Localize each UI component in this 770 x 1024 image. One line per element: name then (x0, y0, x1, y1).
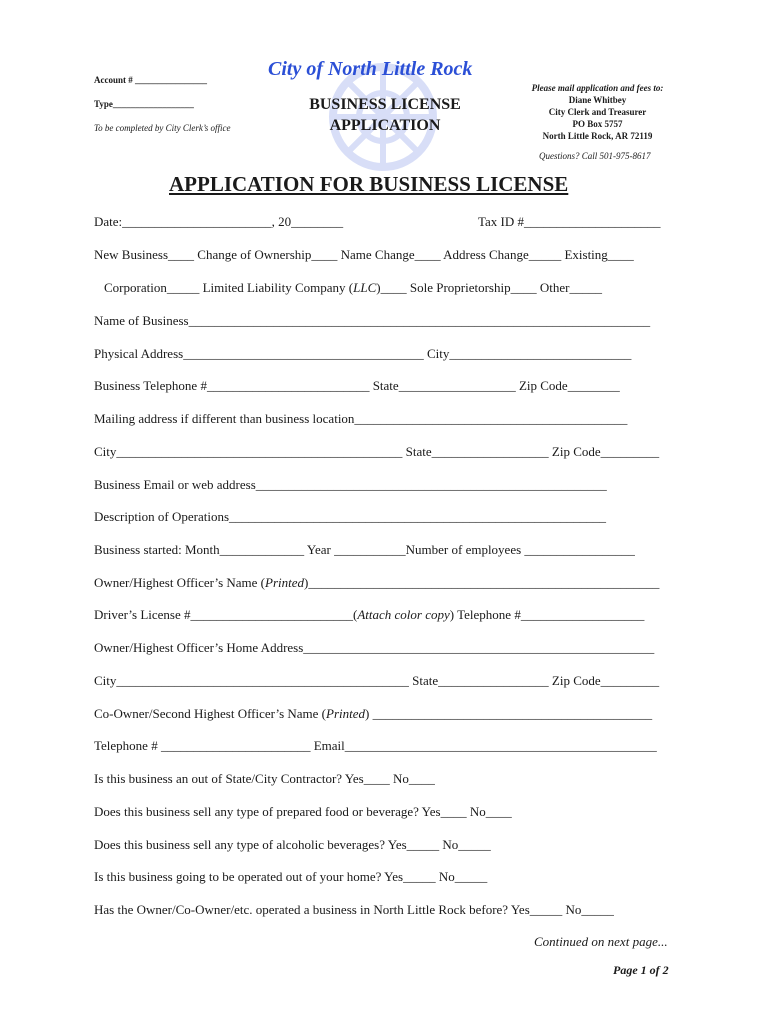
owner-name-field[interactable] (94, 575, 659, 591)
mail-city: North Little Rock, AR 72119 (542, 131, 653, 141)
question-home-based[interactable]: Is this business going to be operated out of your home? Yes_____ No_____ (94, 869, 488, 884)
owner-name-printed: Printed (265, 575, 304, 590)
physical-address-field[interactable]: Physical Address_____________________________________ City____________________________ (94, 346, 632, 361)
coowner-name-field[interactable] (94, 706, 652, 722)
question-prepared-food[interactable]: Does this business sell any type of prepared food or beverage? Yes____ No____ (94, 804, 512, 819)
question-alcohol[interactable]: Does this business sell any type of alcoholic beverages? Yes_____ No_____ (94, 837, 491, 852)
business-started-field[interactable]: Business started: Month_____________ Year ___________Number of employees _________________ (94, 542, 635, 557)
email-web-field[interactable]: Business Email or web address______________________________________________________ (94, 477, 607, 492)
question-prior-business[interactable]: Has the Owner/Co-Owner/etc. operated a business in North Little Rock before? Yes_____ No_____ (94, 902, 614, 917)
mailing-city-field[interactable]: City____________________________________________ State__________________ Zip Code_________ (94, 444, 660, 459)
entity-type-options[interactable] (104, 280, 602, 296)
date-field[interactable]: Date:_______________________, 20________ (94, 214, 344, 229)
document-title (290, 94, 480, 136)
dl-text-a: Driver’s License #_________________________( (94, 607, 358, 622)
drivers-license-field[interactable] (94, 607, 644, 623)
coowner-text-a: Co-Owner/Second Highest Officer’s Name ( (94, 706, 327, 721)
questions-phone: Questions? Call 501-975-8617 (539, 151, 651, 161)
business-phone-field[interactable]: Business Telephone #_________________________ State__________________ Zip Code________ (94, 378, 620, 393)
coowner-contact-field[interactable]: Telephone # _______________________ Email________________________________________________ (94, 738, 657, 753)
page-number: Page 1 of 2 (613, 963, 669, 977)
business-name-field[interactable]: Name of Business_______________________________________________________________________ (94, 313, 651, 328)
owner-name-text-a: Owner/Highest Officer’s Name ( (94, 575, 265, 590)
mail-name: Diane Whitbey (568, 95, 627, 105)
description-field[interactable]: Description of Operations__________________________________________________________ (94, 509, 607, 524)
owner-name-text-b: )______________________________________________________ (304, 575, 660, 590)
mail-box: PO Box 5757 (572, 119, 623, 129)
main-title: APPLICATION FOR BUSINESS LICENSE (169, 172, 569, 196)
city-title: City of North Little Rock (268, 58, 473, 80)
continued-note: Continued on next page... (534, 934, 668, 949)
owner-home-address-field[interactable]: Owner/Highest Officer’s Home Address______________________________________________________ (94, 640, 655, 655)
owner-city-field[interactable]: City_____________________________________________ State_________________ Zip Code_________ (94, 673, 660, 688)
document-title-line2: APPLICATION (329, 117, 441, 134)
entity-text-a: Corporation_____ Limited Liability Company ( (104, 280, 354, 295)
coowner-printed: Printed (326, 706, 366, 721)
mailing-instructions (520, 82, 675, 142)
clerk-office-note: To be completed by City Clerk’s office (94, 123, 231, 133)
question-contractor[interactable]: Is this business an out of State/City Contractor? Yes____ No____ (94, 771, 435, 786)
dl-text-b: ) Telephone #___________________ (449, 607, 645, 622)
type-field: Type__________________ (94, 99, 194, 109)
coowner-text-b: ) ___________________________________________ (365, 706, 653, 721)
mail-role: City Clerk and Treasurer (548, 107, 647, 117)
license-status-options[interactable]: New Business____ Change of Ownership____ Name Change____ Address Change_____ Existing____ (94, 247, 634, 262)
tax-id-field[interactable]: Tax ID #_____________________ (478, 214, 661, 229)
document-title-line1: BUSINESS LICENSE (309, 96, 461, 113)
mail-intro: Please mail application and fees to: (531, 83, 664, 93)
entity-text-llc: LLC (353, 280, 377, 295)
account-number-field: Account # ________________ (94, 75, 207, 85)
dl-attach-note: Attach color copy (357, 607, 450, 622)
entity-text-b: )____ Sole Proprietorship____ Other_____ (376, 280, 602, 295)
mailing-address-field[interactable]: Mailing address if different than business location__________________________________________ (94, 411, 628, 426)
